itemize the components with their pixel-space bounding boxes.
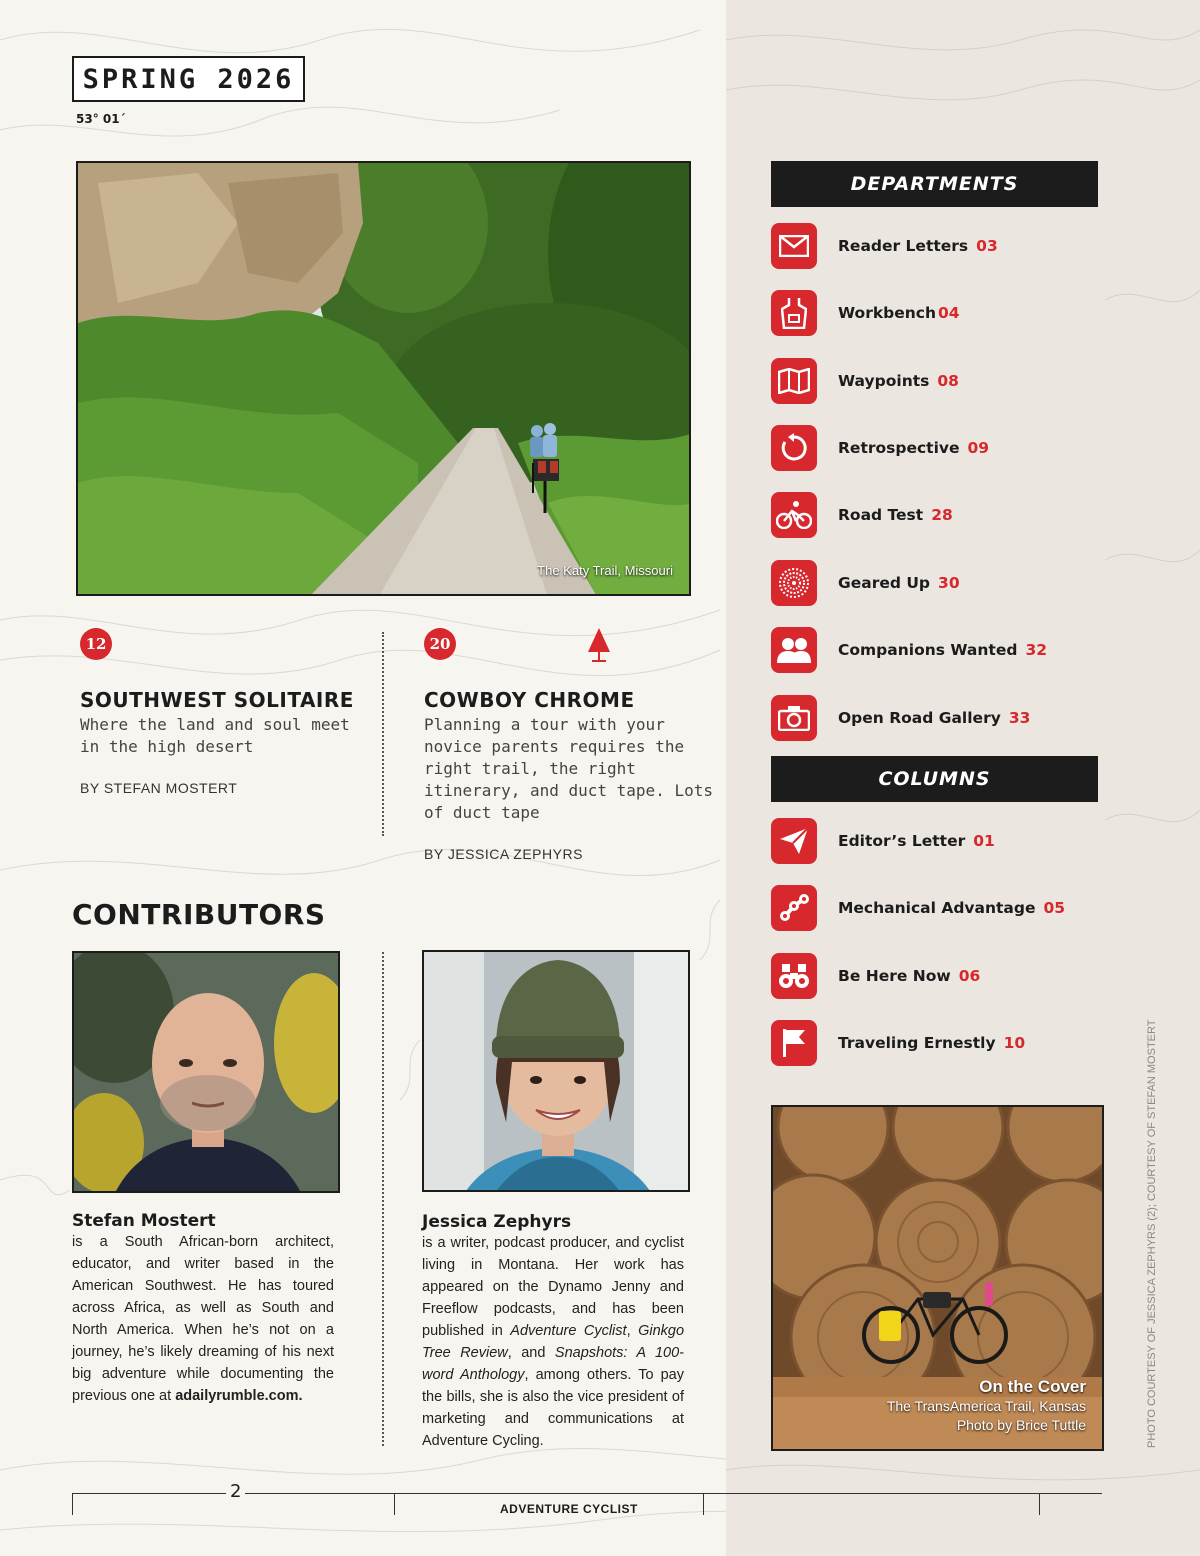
contributor-name: Stefan Mostert [72, 1211, 216, 1231]
bio-jessica-zephyrs [422, 1212, 684, 1452]
photo-credit: PHOTO COURTESY OF JESSICA ZEPHYRS (2); COURTESY OF STEFAN MOSTERT [1146, 1019, 1158, 1448]
portrait-jessica-zephyrs [422, 950, 690, 1192]
toc-page: 06 [958, 967, 981, 985]
issue-date: SPRING 2026 [82, 63, 295, 95]
toc-page: 10 [1003, 1034, 1026, 1052]
toc-label: Open Road Gallery [838, 709, 1001, 727]
paper-plane-icon [771, 818, 817, 864]
toc-label: Traveling Ernestly [838, 1034, 996, 1052]
cover-caption [887, 1377, 1086, 1435]
map-icon [771, 358, 817, 404]
toc-item-mechanical-advantage[interactable] [771, 885, 1065, 931]
bio-text-body: is a South African-born architect, educator, and writer based in the American Southwest. He has toured across Africa, as well as South and North America. When he’s not on a journey, he’s likely dreaming of his next big adventure while documenting the previous one at [72, 1234, 334, 1404]
bio-separator: , and [507, 1345, 555, 1361]
contributor-name: Jessica Zephyrs [422, 1212, 572, 1232]
toc-page: 30 [938, 574, 960, 592]
issue-number: 53° 01´ [76, 112, 126, 126]
toc-page: 32 [1025, 641, 1048, 659]
toc-item-companions-wanted[interactable] [771, 627, 1047, 673]
feature-page-badge: 12 [80, 628, 112, 660]
publication-title: Adventure Cyclist [510, 1323, 627, 1339]
footer-tick [1039, 1493, 1040, 1515]
toc-item-geared-up[interactable] [771, 560, 960, 606]
publication-title: Snapshots: A 100-word Anthology [422, 1345, 684, 1383]
toc-item-editors-letter[interactable] [771, 818, 995, 864]
toc-page: 33 [1008, 709, 1031, 727]
tree-icon [588, 628, 610, 662]
issue-date-box [72, 56, 305, 102]
toc-page: 08 [937, 372, 959, 390]
toc-item-reader-letters[interactable] [771, 223, 998, 269]
toc-label: Mechanical Advantage [838, 899, 1036, 917]
toc-item-retrospective[interactable] [771, 425, 989, 471]
portrait-illustration [74, 953, 340, 1193]
bio-separator: , [626, 1323, 639, 1339]
feature-title: SOUTHWEST SOLITAIRE [80, 688, 354, 712]
toc-page: 03 [976, 237, 998, 255]
contributor-bio [422, 1232, 684, 1452]
toc-page: 05 [1043, 899, 1066, 917]
toc-item-open-road-gallery[interactable] [771, 695, 1030, 741]
bio-stefan-mostert [72, 1211, 334, 1407]
cover-photo [771, 1105, 1104, 1451]
feature-page-badge: 20 [424, 628, 456, 660]
toc-item-road-test[interactable] [771, 492, 953, 538]
cover-location: The TransAmerica Trail, Kansas [886, 1398, 1086, 1414]
departments-heading: DEPARTMENTS [771, 161, 1098, 207]
binoculars-icon [771, 953, 817, 999]
rewind-icon [771, 425, 817, 471]
flag-icon [771, 1020, 817, 1066]
feature-subtitle: Planning a tour with your novice parents requires the right trail, the right itinerary, and duct tape. Lots of duct tape [424, 715, 713, 822]
portrait-illustration [424, 952, 690, 1192]
toc-label: Waypoints [838, 372, 930, 390]
toc-label: Road Test [838, 506, 924, 524]
hero-caption: The Katy Trail, Missouri [537, 563, 673, 578]
camera-icon [771, 695, 817, 741]
people-icon [771, 627, 817, 673]
toc-label: Editor’s Letter [838, 832, 966, 850]
toc-label: Workbench [838, 304, 937, 322]
page-number: 2 [226, 1481, 245, 1502]
toc-item-be-here-now[interactable] [771, 953, 980, 999]
feature-title: COWBOY CHROME [424, 688, 635, 712]
cover-photo-credit: Photo by Brice Tuttle [956, 1417, 1086, 1433]
toc-label: Retrospective [838, 439, 960, 457]
toc-item-workbench[interactable] [771, 290, 960, 336]
toc-page: 28 [931, 506, 953, 524]
toc-page: 09 [967, 439, 990, 457]
bio-text-body: , among others. To pay the bills, she is also the vice president of marketing and communications at Adventure Cycling. [422, 1367, 684, 1449]
toc-item-traveling-ernestly[interactable] [771, 1020, 1025, 1066]
apron-icon [771, 290, 817, 336]
toc-page: 04 [938, 304, 960, 322]
cassette-icon [771, 560, 817, 606]
bio-text-body: is a writer, podcast producer, and cyclist living in Montana. Her work has appeared on the Dynamo Jenny and Freeflow podcasts, and has been published in [422, 1235, 684, 1339]
toc-label: Geared Up [838, 574, 931, 592]
toc-page: 01 [973, 832, 995, 850]
hero-photo [76, 161, 691, 596]
hero-photo-illustration [78, 163, 691, 596]
feature-southwest-solitaire[interactable] [80, 628, 370, 796]
toc-label: Be Here Now [838, 967, 951, 985]
website-link[interactable]: adailyrumble.com. [175, 1388, 303, 1404]
feature-divider [382, 632, 384, 836]
feature-subtitle: Where the land and soul meet in the high desert [80, 715, 350, 756]
contributors-heading: CONTRIBUTORS [72, 898, 326, 931]
feature-byline: BY JESSICA ZEPHYRS [424, 846, 583, 862]
magazine-name: ADVENTURE CYCLIST [500, 1502, 638, 1516]
footer-tick [72, 1493, 73, 1515]
feature-byline: BY STEFAN MOSTERT [80, 780, 238, 796]
portrait-stefan-mostert [72, 951, 340, 1193]
feature-cowboy-chrome[interactable] [424, 628, 720, 862]
columns-heading: COLUMNS [771, 756, 1098, 802]
cover-title: On the Cover [979, 1377, 1086, 1396]
footer-tick [703, 1493, 704, 1515]
toc-item-waypoints[interactable] [771, 358, 959, 404]
chain-icon [771, 885, 817, 931]
publication-title: Ginkgo Tree Review [422, 1323, 685, 1361]
envelope-icon [771, 223, 817, 269]
footer-tick [394, 1493, 395, 1515]
contributor-bio [72, 1231, 334, 1407]
contributors-divider [382, 952, 384, 1446]
toc-label: Companions Wanted [838, 641, 1018, 659]
cyclist-icon [771, 492, 817, 538]
toc-label: Reader Letters [838, 237, 969, 255]
